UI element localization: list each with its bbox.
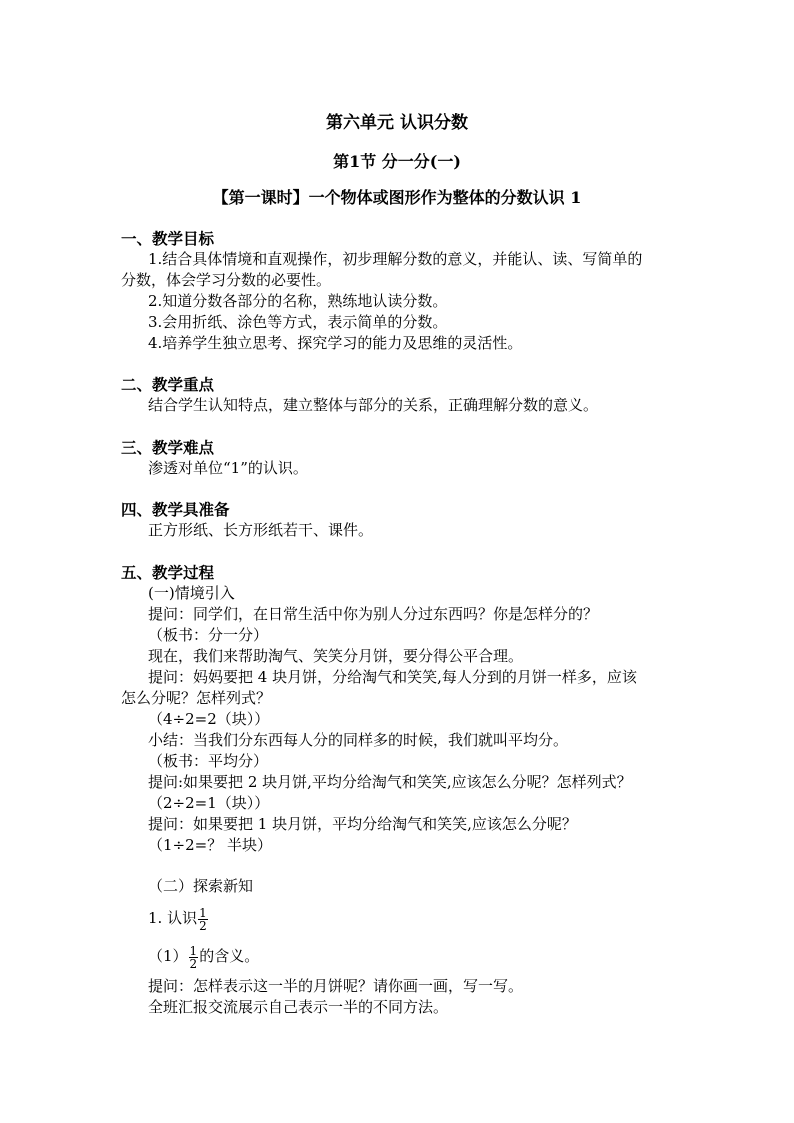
process-line: 小结：当我们分东西每人分的同样多的时候，我们就叫平均分。 — [148, 731, 569, 749]
process-line: （4÷2=2（块）） — [148, 710, 270, 728]
process-line: （2÷2=1（块）） — [148, 794, 270, 812]
process-line: 提问:如果要把 2 块月饼,平均分给淘气和笑笑,应该怎么分呢？怎样列式？ — [148, 773, 632, 791]
item-meaning-half — [148, 941, 259, 971]
section-title: 第1节 分一分(一) — [333, 152, 461, 171]
goal-line: 4.培养学生独立思考、探究学习的能力及思维的灵活性。 — [148, 334, 523, 352]
item-prefix: （1） — [148, 947, 188, 965]
goal-line: 1.结合具体情境和直观操作，初步理解分数的意义，并能认、读、写简单的 — [148, 250, 643, 268]
process-line: 怎么分呢？怎样列式？ — [121, 689, 272, 707]
unit-title: 第六单元 认识分数 — [326, 113, 468, 133]
fraction-half — [198, 907, 208, 932]
item-recognize-half — [148, 903, 209, 933]
lesson-title: 【第一课时】一个物体或图形作为整体的分数认识 1 — [212, 188, 582, 207]
process-line: （板书：分一分） — [148, 626, 269, 644]
process-line: 提问：妈妈要把 4 块月饼，分给淘气和笑笑,每人分到的月饼一样多，应该 — [148, 668, 637, 686]
key-point-line: 结合学生认知特点，建立整体与部分的关系，正确理解分数的意义。 — [148, 396, 599, 414]
heading-teaching-goals: 一、教学目标 — [121, 229, 215, 248]
process-line: （1÷2=？ 半块） — [148, 836, 272, 854]
fraction-denominator: 2 — [189, 956, 198, 971]
item-suffix: 的含义。 — [199, 947, 260, 965]
process-line: 提问：同学们，在日常生活中你为别人分过东西吗？你是怎样分的？ — [148, 605, 599, 623]
heading-teaching-process: 五、教学过程 — [121, 563, 215, 582]
process-line: (一)情境引入 — [148, 584, 235, 602]
process-line: 现在，我们来帮助淘气、笑笑分月饼，要分得公平合理。 — [148, 647, 524, 665]
fraction-numerator: 1 — [189, 943, 198, 958]
fraction-half — [189, 945, 199, 970]
goal-line: 分数，体会学习分数的必要性。 — [121, 271, 332, 289]
heading-materials: 四、教学具准备 — [121, 500, 230, 519]
materials-line: 正方形纸、长方形纸若干、课件。 — [148, 521, 374, 539]
goal-line: 2.知道分数各部分的名称，熟练地认读分数。 — [148, 292, 448, 310]
goal-line: 3.会用折纸、涂色等方式，表示简单的分数。 — [148, 313, 448, 331]
process-line: （板书：平均分） — [148, 752, 269, 770]
process-line: 提问：如果要把 1 块月饼，平均分给淘气和笑笑,应该怎么分呢？ — [148, 815, 577, 833]
subheading-explore: （二）探索新知 — [148, 877, 254, 895]
heading-key-points: 二、教学重点 — [121, 375, 215, 394]
fraction-denominator: 2 — [199, 918, 207, 933]
process-line: 提问：怎样表示这一半的月饼呢？请你画一画，写一写。 — [148, 977, 524, 995]
heading-difficulties: 三、教学难点 — [121, 438, 215, 457]
process-line: 全班汇报交流展示自己表示一半的不同方法。 — [148, 998, 449, 1016]
fraction-numerator: 1 — [199, 905, 207, 920]
item-prefix: 1. 认识 — [148, 909, 198, 927]
difficulty-line: 渗透对单位“1”的认识。 — [148, 459, 308, 477]
